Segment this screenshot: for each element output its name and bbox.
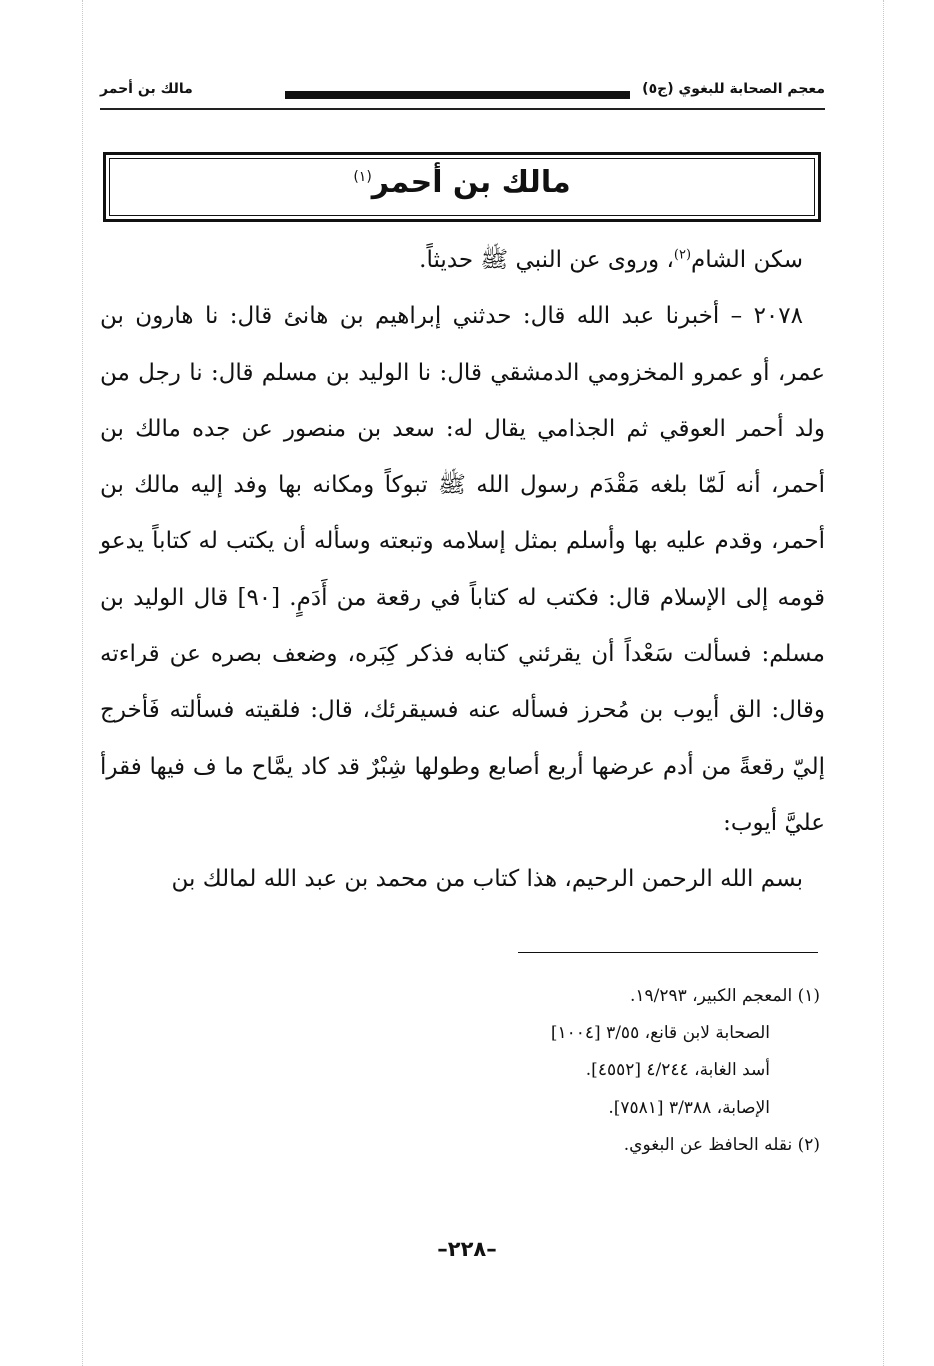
title-footnote-mark: (١): [353, 169, 372, 185]
running-header: [100, 78, 825, 112]
footnote-separator: [518, 952, 818, 953]
intro-text-continued: ، وروى عن النبي ﷺ حديثاً.: [419, 247, 674, 273]
hadith-paragraph: ٢٠٧٨ – أخبرنا عبد الله قال: حدثني إبراهيم بن هانئ قال: نا هارون بن عمر، أو عمرو المخزومي الدمشقي قال: نا الوليد بن مسلم قال: نا رجل من ولد أحمر العوقي ثم الجذامي يقال له: سعد بن منصور عن جده مالك بن أحمر، أنه لَمّا بلغه مَقْدَم رسول الله ﷺ تبوكاً ومكانه بها وفد إليه مالك بن أحمر، وقدم عليه بها وأسلم بمثل إسلامه وتبعته وسأله أن يكتب له كتاباً يدعو قومه إلى الإسلام قال: فكتب له كتاباً في رقعة من أَدَمٍ. [٩٠] قال الوليد بن مسلم: فسألت سَعْداً أن يقرئني كتابه فذكر كِبَره، وضعف بصره عن قراءته وقال: الق أيوب بن مُحرز فسأله عنه فسيقرئك، قال: فلقيته فسألته فَأخرج إليّ رقعةً من أدم عرضها أربع أصابع وطولها شِبْرٌ قد كاد يمَّاح ما ف فيها فقرأ عليَّ أيوب:: [100, 303, 825, 836]
intro-text: سكن الشام: [691, 247, 803, 273]
entry-title: [106, 165, 818, 200]
header-rule: [285, 91, 630, 99]
margin-dotted-line-left: [82, 0, 83, 1366]
letter-paragraph: بسم الله الرحمن الرحيم، هذا كتاب من محمد بن عبد الله لمالك بن: [171, 866, 803, 893]
entry-title-box: [103, 152, 821, 222]
header-chapter-title: مالك بن أحمر: [100, 81, 193, 97]
intro-paragraph: [100, 232, 825, 288]
footnote-1-source: الصحابة لابن قانع، ٣/٥٥ [١٠٠٤]: [550, 1023, 770, 1044]
header-book-title: معجم الصحابة للبغوي (ج٥): [642, 81, 825, 97]
footnote-1: (١) المعجم الكبير، ١٩/٢٩٣.: [629, 986, 820, 1006]
margin-dotted-line-right: [883, 0, 884, 1366]
entry-title-text: مالك بن أحمر: [371, 165, 571, 200]
footnotes: [120, 978, 820, 1164]
page-number: –٢٢٨–: [437, 1237, 497, 1261]
footnote-2: (٢) نقله الحافظ عن البغوي.: [623, 1134, 820, 1155]
intro-footnote-mark: (٢): [673, 247, 692, 263]
footnote-1-source: أسد الغابة، ٤/٢٤٤ [٤٥٥٢].: [585, 1060, 770, 1081]
header-underline: [100, 108, 825, 110]
main-text: [100, 232, 825, 908]
footnote-1-source: الإصابة، ٣/٣٨٨ [٧٥٨١].: [608, 1097, 770, 1118]
